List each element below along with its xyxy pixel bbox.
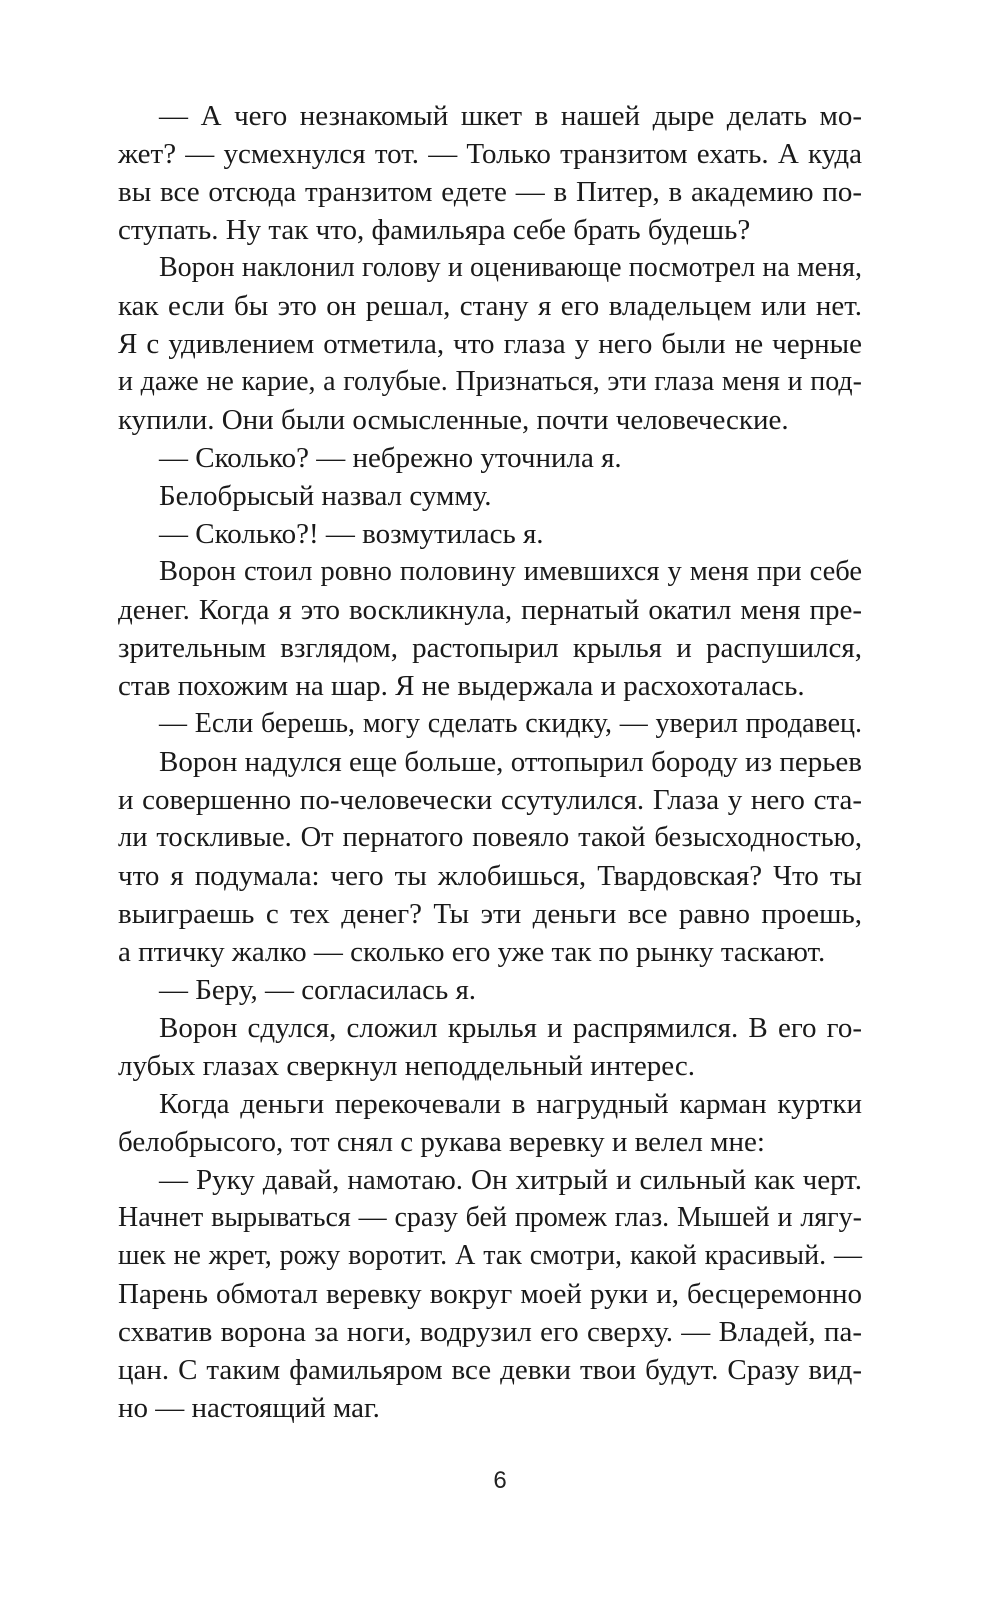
text-line: шек не жрет, рожу воротит. А так смотри, какой красивый. — [118, 1240, 862, 1271]
text-line: и даже не карие, а голубые. Признаться, эти глаза меня и под- [118, 366, 862, 397]
book-page-text [118, 97, 862, 1427]
text-line: — Руку давай, намотаю. Он хитрый и сильный как черт. [159, 1164, 862, 1196]
text-line: зрительным взглядом, растопырил крылья и распушился, [118, 632, 862, 664]
text-line: ступать. Ну так что, фамильяра себе брать будешь? [118, 214, 751, 246]
text-line: — Сколько? — небрежно уточнила я. [159, 442, 622, 474]
text-line: Ворон наклонил голову и оценивающе посмотрел на меня, [159, 252, 862, 283]
text-line: — Если берешь, могу сделать скидку, — уверил продавец. [159, 708, 862, 739]
text-line: Начнет вырываться — сразу бей промеж глаз. Мышей и лягу- [118, 1202, 862, 1233]
text-line: выиграешь с тех денег? Ты эти деньги все равно проешь, [118, 898, 862, 930]
text-line: купили. Они были осмысленные, почти человеческие. [118, 404, 789, 436]
text-line: став похожим на шар. Я не выдержала и расхохоталась. [118, 670, 805, 702]
text-line: и совершенно по-человечески ссутулился. Глаза у него ста- [118, 784, 862, 816]
text-line: — Беру, — согласилась я. [159, 974, 477, 1006]
text-line: а птичку жалко — сколько его уже так по рынку таскают. [118, 936, 826, 968]
text-line: жет? — усмехнулся тот. — Только транзитом ехать. А куда [118, 138, 862, 170]
text-line: что я подумала: чего ты жлобишься, Твардовская? Что ты [118, 860, 862, 892]
text-line: белобрысого, тот снял с рукава веревку и велел мне: [118, 1126, 765, 1158]
text-line: схватив ворона за ноги, водрузил его сверху. — Владей, па- [118, 1316, 862, 1348]
text-line: цан. С таким фамильяром все девки твои будут. Сразу вид- [118, 1354, 862, 1386]
page-number: 6 [493, 1467, 507, 1494]
text-line: ли тоскливые. От пернатого повеяло такой безысходностью, [118, 822, 862, 853]
text-line: Ворон сдулся, сложил крылья и распрямился. В его го- [159, 1012, 862, 1044]
text-line: лубых глазах сверкнул неподдельный интерес. [118, 1050, 695, 1082]
text-line: Когда деньги перекочевали в нагрудный карман куртки [159, 1088, 862, 1120]
text-line: Ворон стоил ровно половину имевшихся у меня при себе [159, 556, 862, 587]
text-line: Ворон надулся еще больше, оттопырил бороду из перьев [159, 746, 862, 778]
text-line: вы все отсюда транзитом едете — в Питер, в академию по- [118, 176, 862, 208]
text-line: но — настоящий маг. [118, 1392, 380, 1424]
text-line: Я с удивлением отметила, что глаза у него были не черные [118, 328, 862, 360]
text-line: — Сколько?! — возмутилась я. [159, 518, 544, 550]
text-line: Белобрысый назвал сумму. [159, 480, 492, 512]
text-line: — А чего незнакомый шкет в нашей дыре делать мо- [159, 100, 862, 132]
text-line: как если бы это он решал, стану я его владельцем или нет. [118, 290, 862, 322]
text-line: Парень обмотал веревку вокруг моей руки и, бесцеремонно [118, 1278, 862, 1310]
text-line: денег. Когда я это воскликнула, пернатый окатил меня пре- [118, 594, 862, 626]
